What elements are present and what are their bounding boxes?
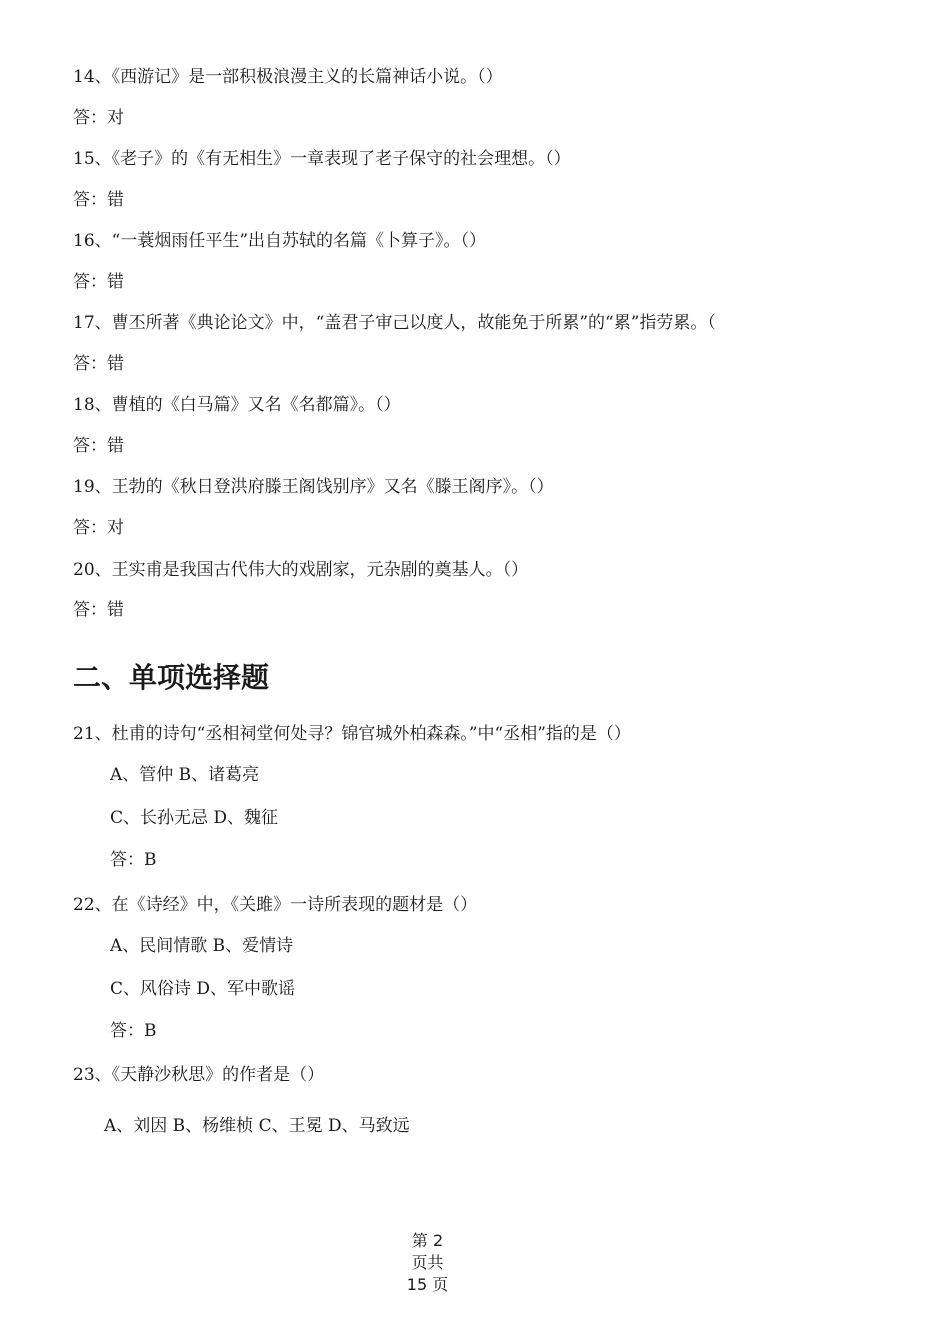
question-21: 21、杜甫的诗句“丞相祠堂何处寻？锦官城外柏森森。”中“丞相”指的是（） <box>73 724 631 744</box>
answer-20: 答：错 <box>73 600 124 620</box>
question-23: 23、《天静沙秋思》的作者是（） <box>73 1065 325 1085</box>
options-22-line2: C、风俗诗 D、军中歌谣 <box>110 979 296 999</box>
question-19: 19、王勃的《秋日登洪府滕王阁饯别序》又名《滕王阁序》。（） <box>73 477 554 497</box>
answer-14: 答：对 <box>73 108 124 128</box>
answer-15: 答：错 <box>73 190 124 210</box>
options-23-line1: A、刘因 B、杨维桢 C、王冕 D、马致远 <box>104 1116 410 1136</box>
answer-16: 答：错 <box>73 272 124 292</box>
question-14: 14、《西游记》是一部积极浪漫主义的长篇神话小说。（） <box>73 67 503 87</box>
question-15: 15、《老子》的《有无相生》一章表现了老子保守的社会理想。（） <box>73 149 571 169</box>
answer-22: 答：B <box>110 1021 157 1041</box>
question-20: 20、王实甫是我国古代伟大的戏剧家，元杂剧的奠基人。（） <box>73 560 529 580</box>
question-17: 17、曹丕所著《典论论文》中，“盖君子审己以度人，故能免于所累”的“累”指劳累。（ <box>73 313 716 333</box>
footer-line3: 15 页 <box>406 1275 449 1294</box>
question-18: 18、曹植的《白马篇》又名《名都篇》。（） <box>73 395 401 415</box>
question-22: 22、在《诗经》中，《关雎》一诗所表现的题材是（） <box>73 895 478 915</box>
page-footer <box>380 1230 475 1296</box>
options-21-line2: C、长孙无忌 D、魏征 <box>110 808 279 828</box>
footer-line1: 第 2 <box>411 1231 444 1250</box>
answer-19: 答：对 <box>73 518 124 538</box>
section-heading: 二、单项选择题 <box>73 661 270 694</box>
answer-21: 答：B <box>110 850 157 870</box>
footer-line2: 页共 <box>411 1253 444 1272</box>
question-16: 16、“一蓑烟雨任平生”出自苏轼的名篇《卜算子》。（） <box>73 231 487 251</box>
answer-18: 答：错 <box>73 436 124 456</box>
options-21-line1: A、管仲 B、诸葛亮 <box>110 765 260 785</box>
answer-17: 答：错 <box>73 354 124 374</box>
options-22-line1: A、民间情歌 B、爱情诗 <box>110 936 294 956</box>
